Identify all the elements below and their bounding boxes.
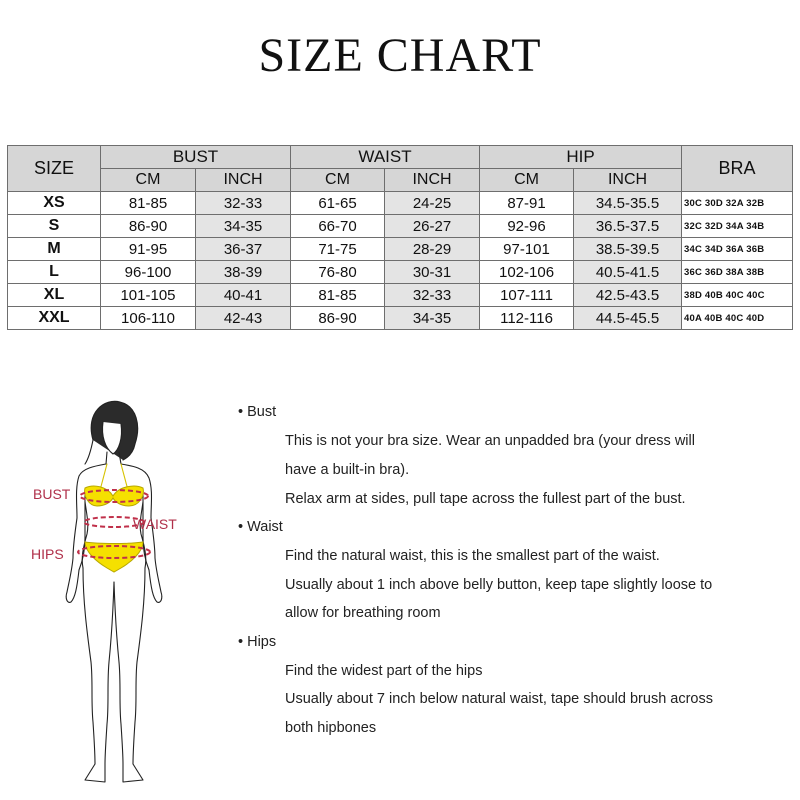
table-row [8, 307, 793, 330]
table-cell: 26-27 [385, 215, 480, 238]
table-cell: 76-80 [291, 261, 385, 284]
waist-group-header: WAIST [291, 146, 480, 169]
bust-label: BUST [33, 486, 71, 502]
unit-header: CM [101, 169, 196, 192]
body-measurement-figure [15, 392, 215, 792]
bra-column-header: BRA [682, 146, 793, 192]
table-row [8, 284, 793, 307]
size-cell: M [8, 238, 101, 261]
bra-cell: 38D 40B 40C 40C [682, 284, 793, 307]
guide-text-line: allow for breathing room [285, 605, 441, 621]
bra-cell: 30C 30D 32A 32B [682, 192, 793, 215]
guide-text-line: Usually about 1 inch above belly button, keep tape slightly loose to [285, 577, 713, 593]
size-cell: L [8, 261, 101, 284]
bust-group-header: BUST [101, 146, 291, 169]
table-cell: 61-65 [291, 192, 385, 215]
table-cell: 107-111 [480, 284, 574, 307]
table-cell: 44.5-45.5 [574, 307, 682, 330]
unit-header: INCH [574, 169, 682, 192]
table-cell: 34-35 [385, 307, 480, 330]
size-column-header: SIZE [8, 146, 101, 192]
hips-label: HIPS [31, 546, 64, 562]
guide-text-line: Find the widest part of the hips [285, 663, 483, 679]
table-cell: 71-75 [291, 238, 385, 261]
hip-group-header: HIP [480, 146, 682, 169]
table-cell: 96-100 [101, 261, 196, 284]
table-cell: 92-96 [480, 215, 574, 238]
table-cell: 34.5-35.5 [574, 192, 682, 215]
table-cell: 66-70 [291, 215, 385, 238]
size-cell: XXL [8, 307, 101, 330]
table-cell: 36-37 [196, 238, 291, 261]
bra-cell: 40A 40B 40C 40D [682, 307, 793, 330]
size-cell: XS [8, 192, 101, 215]
waist-label: WAIST [133, 516, 177, 532]
waist-heading: • Waist [238, 519, 283, 535]
table-row [8, 192, 793, 215]
table-cell: 34-35 [196, 215, 291, 238]
table-cell: 32-33 [196, 192, 291, 215]
table-cell: 87-91 [480, 192, 574, 215]
guide-text-line: Relax arm at sides, pull tape across the fullest part of the bust. [285, 491, 686, 507]
table-cell: 81-85 [101, 192, 196, 215]
bra-cell: 36C 36D 38A 38B [682, 261, 793, 284]
unit-header: CM [291, 169, 385, 192]
bust-heading: • Bust [238, 404, 277, 420]
table-cell: 36.5-37.5 [574, 215, 682, 238]
guide-text-line: This is not your bra size. Wear an unpadded bra (your dress will [285, 433, 695, 449]
table-cell: 40-41 [196, 284, 291, 307]
table-cell: 30-31 [385, 261, 480, 284]
table-row [8, 215, 793, 238]
size-cell: S [8, 215, 101, 238]
table-cell: 32-33 [385, 284, 480, 307]
table-cell: 86-90 [291, 307, 385, 330]
unit-header: INCH [385, 169, 480, 192]
table-cell: 81-85 [291, 284, 385, 307]
table-cell: 24-25 [385, 192, 480, 215]
table-cell: 38-39 [196, 261, 291, 284]
guide-text-line: Find the natural waist, this is the smallest part of the waist. [285, 548, 660, 564]
unit-header: CM [480, 169, 574, 192]
table-cell: 28-29 [385, 238, 480, 261]
table-row [8, 238, 793, 261]
table-cell: 42-43 [196, 307, 291, 330]
table-cell: 91-95 [101, 238, 196, 261]
table-cell: 38.5-39.5 [574, 238, 682, 261]
woman-silhouette-illustration [15, 392, 215, 792]
table-cell: 101-105 [101, 284, 196, 307]
page-title: SIZE CHART [258, 29, 542, 82]
bra-cell: 34C 34D 36A 36B [682, 238, 793, 261]
bra-cell: 32C 32D 34A 34B [682, 215, 793, 238]
table-row [8, 261, 793, 284]
table-cell: 42.5-43.5 [574, 284, 682, 307]
size-chart-table [7, 145, 793, 330]
table-cell: 97-101 [480, 238, 574, 261]
size-cell: XL [8, 284, 101, 307]
unit-header: INCH [196, 169, 291, 192]
table-cell: 40.5-41.5 [574, 261, 682, 284]
table-cell: 106-110 [101, 307, 196, 330]
table-cell: 86-90 [101, 215, 196, 238]
guide-text-line: have a built-in bra). [285, 462, 410, 478]
hips-heading: • Hips [238, 634, 277, 650]
guide-text-line: both hipbones [285, 720, 377, 736]
table-cell: 112-116 [480, 307, 574, 330]
guide-text-line: Usually about 7 inch below natural waist, tape should brush across [285, 691, 713, 707]
table-cell: 102-106 [480, 261, 574, 284]
